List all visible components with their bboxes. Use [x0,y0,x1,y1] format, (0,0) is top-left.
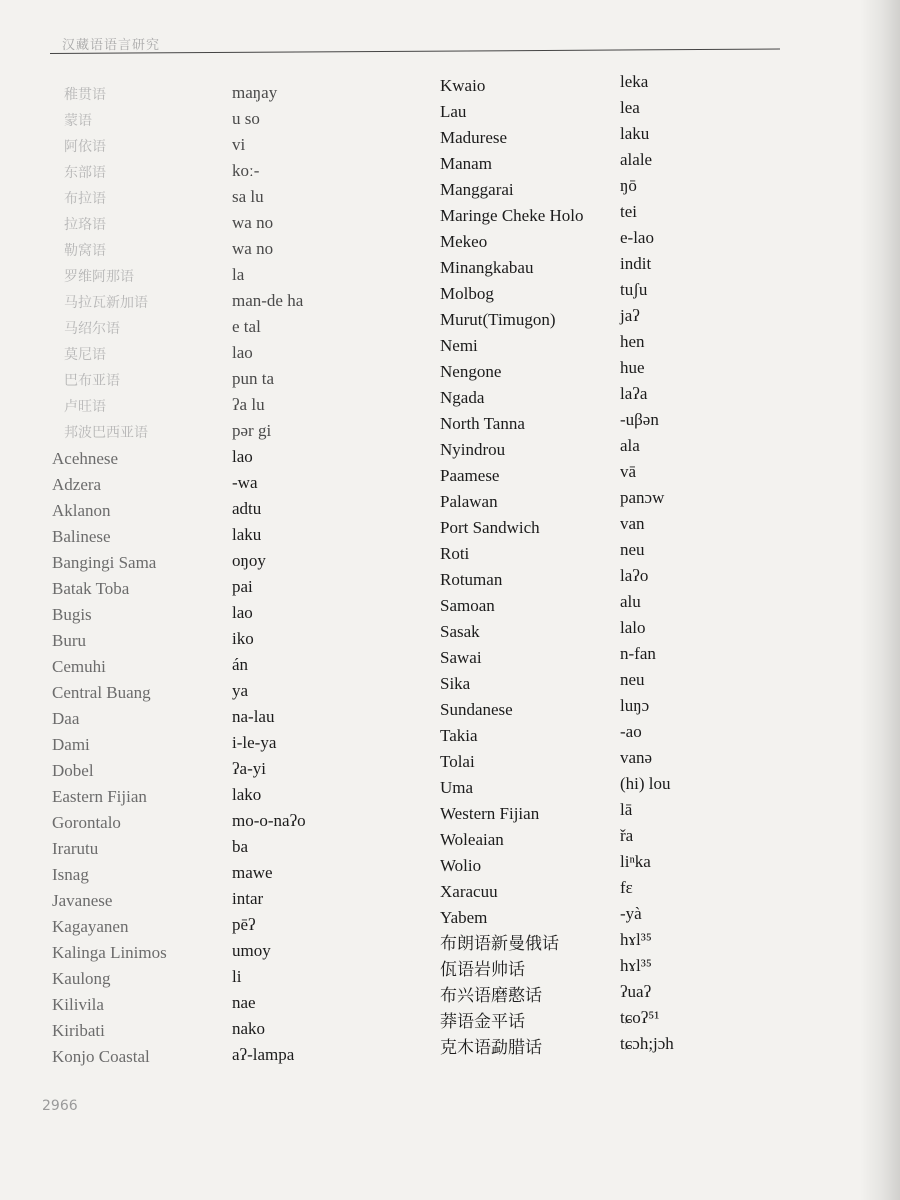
word-form: e-lao [620,228,654,247]
word-form: lā [620,800,633,819]
language-name: Maringe Cheke Holo [440,206,584,225]
language-name: Murut(Timugon) [440,310,556,329]
language-name: Central Buang [52,683,151,702]
language-name: 阿依语 [64,139,106,155]
word-form: nako [232,1019,266,1038]
word-form: lako [232,785,262,804]
language-name: Port Sandwich [440,518,540,537]
word-form: indit [620,254,652,273]
language-name: Palawan [440,492,498,511]
word-form: maŋay [232,83,278,102]
language-name: Manggarai [440,180,514,199]
language-name: Kwaio [440,76,486,95]
word-form: aʔ-lampa [232,1045,295,1064]
word-form: lao [232,603,253,622]
word-form: vā [620,462,637,481]
language-name: Western Fijian [440,804,540,823]
language-name: 勒窝语 [64,243,106,259]
language-name: Konjo Coastal [52,1047,150,1066]
language-name: Ngada [440,388,485,407]
word-form: tɕɔh;jɔh [620,1034,674,1053]
left-language-column [52,82,227,1070]
language-name: Takia [440,726,478,745]
language-name: Wolio [440,856,482,875]
language-name: 马绍尔语 [64,321,120,337]
language-name: 拉珞语 [64,217,106,233]
word-form: lao [232,343,253,362]
language-name: Aklanon [52,501,111,520]
word-form: ya [232,681,249,700]
word-form: neu [620,540,645,559]
language-name: Nyindrou [440,440,506,459]
word-form: liⁿka [620,852,651,871]
language-name: Kalinga Linimos [52,943,167,962]
right-language-column [440,73,615,1061]
word-form: pai [232,577,253,596]
language-name: Roti [440,544,470,563]
language-name: Acehnese [52,449,119,468]
language-name: Irarutu [52,839,99,858]
language-name: Gorontalo [52,813,121,832]
language-name: 布朗语新曼俄话 [440,934,559,953]
language-name: Batak Toba [52,579,130,598]
word-form: e tal [232,317,261,336]
language-name: Bangingi Sama [52,553,157,572]
word-form: tuʃu [620,280,648,299]
word-form: laʔo [620,566,649,585]
word-form: ba [232,837,249,856]
language-name: Woleaian [440,830,504,849]
word-form: řa [620,826,634,845]
word-form: la [232,265,245,284]
language-name: Sawai [440,648,482,667]
word-form: ʔuaʔ [620,982,652,1001]
word-form: laku [620,124,650,143]
language-name: Lau [440,102,467,121]
language-name: Adzera [52,475,102,494]
page-edge-shadow [860,0,900,1200]
word-form: alale [620,150,653,169]
word-form: hɤl³⁵ [620,956,652,975]
word-form: -ao [620,722,642,741]
word-form: neu [620,670,645,689]
word-form: lalo [620,618,646,637]
word-form: alu [620,592,641,611]
word-form: umoy [232,941,271,960]
word-form: -uβən [620,410,659,429]
word-form: wa no [232,213,274,232]
language-name: 佤语岩帅话 [440,960,525,979]
language-name: Javanese [52,891,113,910]
word-form: oŋoy [232,551,266,570]
language-name: Bugis [52,605,92,624]
running-head: 汉藏语语言研究 [62,38,161,53]
language-name: 莫尼语 [64,347,106,363]
word-form: mawe [232,863,273,882]
language-name: Yabem [440,908,488,927]
language-name: Kaulong [52,969,111,988]
word-form: tɕoʔ⁵¹ [620,1008,660,1027]
word-form: ʔa lu [232,395,265,414]
word-form: lao [232,447,253,466]
language-name: Dobel [52,761,94,780]
language-name: 莽语金平话 [440,1012,525,1031]
word-form: ŋō [620,176,637,195]
page-number: 2966 [42,1098,78,1114]
word-form: pēʔ [232,915,256,934]
language-name: 东部语 [64,165,106,181]
language-name: Sasak [440,622,480,641]
language-name: 邦波巴西亚语 [64,425,148,441]
word-form: ala [620,436,640,455]
language-name: 克木语勐腊话 [440,1038,542,1057]
language-name: 稚贯语 [64,87,106,103]
word-form: li [232,967,242,986]
language-name: Balinese [52,527,111,546]
language-name: 蒙语 [64,113,92,129]
word-form: luŋɔ [620,696,650,715]
word-form: sa lu [232,187,264,206]
language-name: 马拉瓦新加语 [64,295,148,311]
language-name: Kagayanen [52,917,129,936]
language-name: Molbog [440,284,494,303]
language-name: Tolai [440,752,475,771]
language-name: Mekeo [440,232,488,251]
language-name: Dami [52,735,90,754]
word-form: -wa [232,473,258,492]
language-name: 布拉语 [64,191,106,207]
word-form: panɔw [620,488,665,507]
language-name: Sundanese [440,700,513,719]
word-form: (hi) lou [620,774,671,793]
word-form: án [232,655,249,674]
language-name: Cemuhi [52,657,106,676]
word-form: na-lau [232,707,275,726]
language-name: Isnag [52,865,89,884]
word-form: iko [232,629,254,648]
word-form: wa no [232,239,274,258]
language-name: Madurese [440,128,508,147]
word-form: leka [620,72,649,91]
language-name: North Tanna [440,414,525,433]
word-form: laku [232,525,262,544]
right-form-column [620,69,800,1057]
word-form: n-fan [620,644,656,663]
language-name: Kilivila [52,995,104,1014]
word-form: -yà [620,904,642,923]
word-form: nae [232,993,256,1012]
word-form: lea [620,98,640,117]
word-form: pun ta [232,369,275,388]
word-form: ʔa-yi [232,759,266,778]
word-form: hen [620,332,645,351]
word-form: pər gi [232,421,272,440]
language-name: 卢旺语 [64,399,106,415]
word-form: mo-o-naʔo [232,811,306,830]
language-name: 罗维阿那语 [64,269,134,285]
language-name: Manam [440,154,492,173]
language-name: Daa [52,709,80,728]
word-form: vanə [620,748,653,767]
language-name: Paamese [440,466,500,485]
language-name: Kiribati [52,1021,105,1040]
word-form: u so [232,109,260,128]
language-name: Minangkabau [440,258,534,277]
word-form: man-de ha [232,291,304,310]
language-name: Sika [440,674,471,693]
word-form: tei [620,202,637,221]
language-name: Rotuman [440,570,503,589]
word-form: van [620,514,645,533]
word-form: hue [620,358,645,377]
language-name: Buru [52,631,86,650]
language-name: Eastern Fijian [52,787,147,806]
word-form: vi [232,135,246,154]
word-form: fɛ [620,878,633,897]
word-form: koː- [232,161,260,180]
word-form: adtu [232,499,262,518]
language-name: Nengone [440,362,502,381]
word-form: laʔa [620,384,648,403]
word-form: i-le-ya [232,733,277,752]
left-form-column [232,80,412,1068]
language-name: Uma [440,778,474,797]
language-name: 布兴语磨憨话 [440,986,542,1005]
language-name: Samoan [440,596,495,615]
language-name: Nemi [440,336,478,355]
word-form: intar [232,889,264,908]
word-form: jaʔ [620,306,640,325]
language-name: Xaracuu [440,882,498,901]
language-name: 巴布亚语 [64,373,120,389]
word-form: hɤl³⁵ [620,930,652,949]
